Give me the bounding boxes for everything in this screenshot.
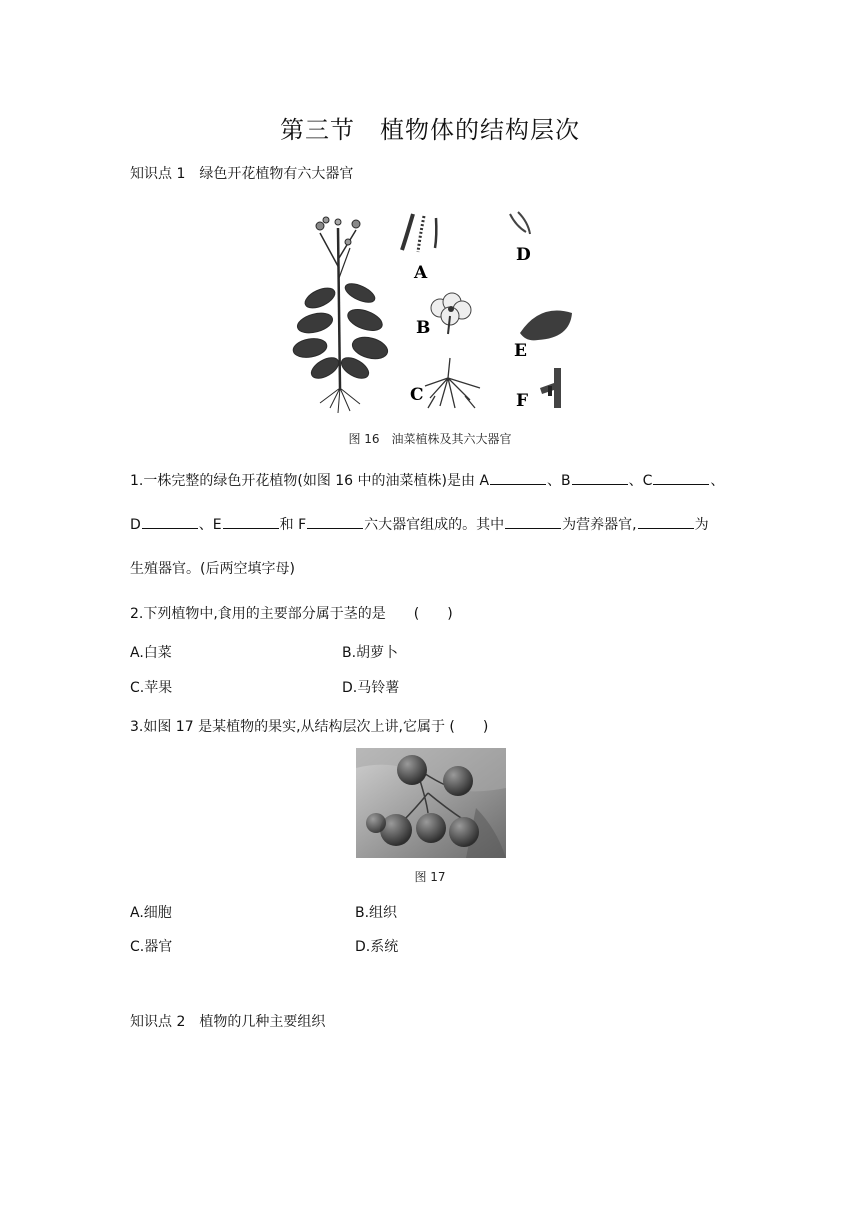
- q1-text: 、: [710, 473, 725, 489]
- q1-text: 、C: [628, 473, 653, 489]
- organ-b-flower: [431, 293, 471, 334]
- label-f: F: [516, 391, 529, 411]
- rapeseed-plant-figure: [290, 208, 590, 418]
- plant-illustration: [292, 217, 390, 413]
- section2-heading: 知识点 2 植物的几种主要组织: [130, 1014, 326, 1030]
- label-b: B: [416, 318, 431, 338]
- section1-heading: 知识点 1 绿色开花植物有六大器官: [130, 166, 354, 182]
- q1-text: 为营养器官,: [562, 517, 637, 533]
- q1-line1: [130, 470, 724, 490]
- blank-d[interactable]: [142, 516, 198, 529]
- blank-f[interactable]: [307, 516, 363, 529]
- q2-option-c[interactable]: C.苹果: [130, 680, 173, 696]
- q3-option-b[interactable]: B.组织: [355, 905, 398, 921]
- blank-a[interactable]: [490, 472, 546, 485]
- organ-d-seed: [510, 212, 530, 234]
- q1-text: 六大器官组成的。其中: [364, 517, 505, 533]
- q1-text: D: [130, 517, 141, 533]
- cherry-photo: [356, 748, 506, 858]
- q1-text: 、B: [547, 473, 571, 489]
- label-c: C: [410, 385, 424, 405]
- organ-a-fruit: [402, 214, 436, 252]
- label-a: A: [414, 263, 428, 283]
- figure17: [356, 748, 506, 858]
- figure16-caption: 图 16 油菜植株及其六大器官: [348, 432, 512, 446]
- page-title: 第三节 植物体的结构层次: [280, 116, 580, 144]
- label-d: D: [516, 245, 531, 265]
- q1-text: 和 F: [279, 517, 307, 533]
- q1-line3: 生殖器官。(后两空填字母): [130, 561, 295, 577]
- figure16: [290, 208, 590, 418]
- q2-stem: 2.下列植物中,食用的主要部分属于茎的是 ( ): [130, 606, 453, 622]
- q3-option-d[interactable]: D.系统: [355, 939, 399, 955]
- blank-e[interactable]: [223, 516, 279, 529]
- figure17-caption: 图 17: [414, 870, 446, 884]
- q3-option-c[interactable]: C.器官: [130, 939, 173, 955]
- organ-e-leaf: [520, 311, 572, 341]
- q3-stem: 3.如图 17 是某植物的果实,从结构层次上讲,它属于 ( ): [130, 719, 489, 735]
- organ-f-stem: [540, 368, 561, 408]
- q3-option-a[interactable]: A.细胞: [130, 905, 172, 921]
- q1-line2: [130, 514, 709, 534]
- blank-b[interactable]: [572, 472, 628, 485]
- blank-c[interactable]: [653, 472, 709, 485]
- organ-c-root: [425, 358, 480, 408]
- q2-option-b[interactable]: B.胡萝卜: [342, 645, 399, 661]
- blank-reproductive[interactable]: [638, 516, 694, 529]
- q2-option-a[interactable]: A.白菜: [130, 645, 172, 661]
- q1-text: 1.一株完整的绿色开花植物(如图 16 中的油菜植株)是由 A: [130, 473, 490, 489]
- q1-text: 为: [694, 517, 709, 533]
- label-e: E: [514, 341, 527, 361]
- q2-option-d[interactable]: D.马铃薯: [342, 680, 400, 696]
- blank-vegetative[interactable]: [505, 516, 561, 529]
- q1-text: 、E: [198, 517, 222, 533]
